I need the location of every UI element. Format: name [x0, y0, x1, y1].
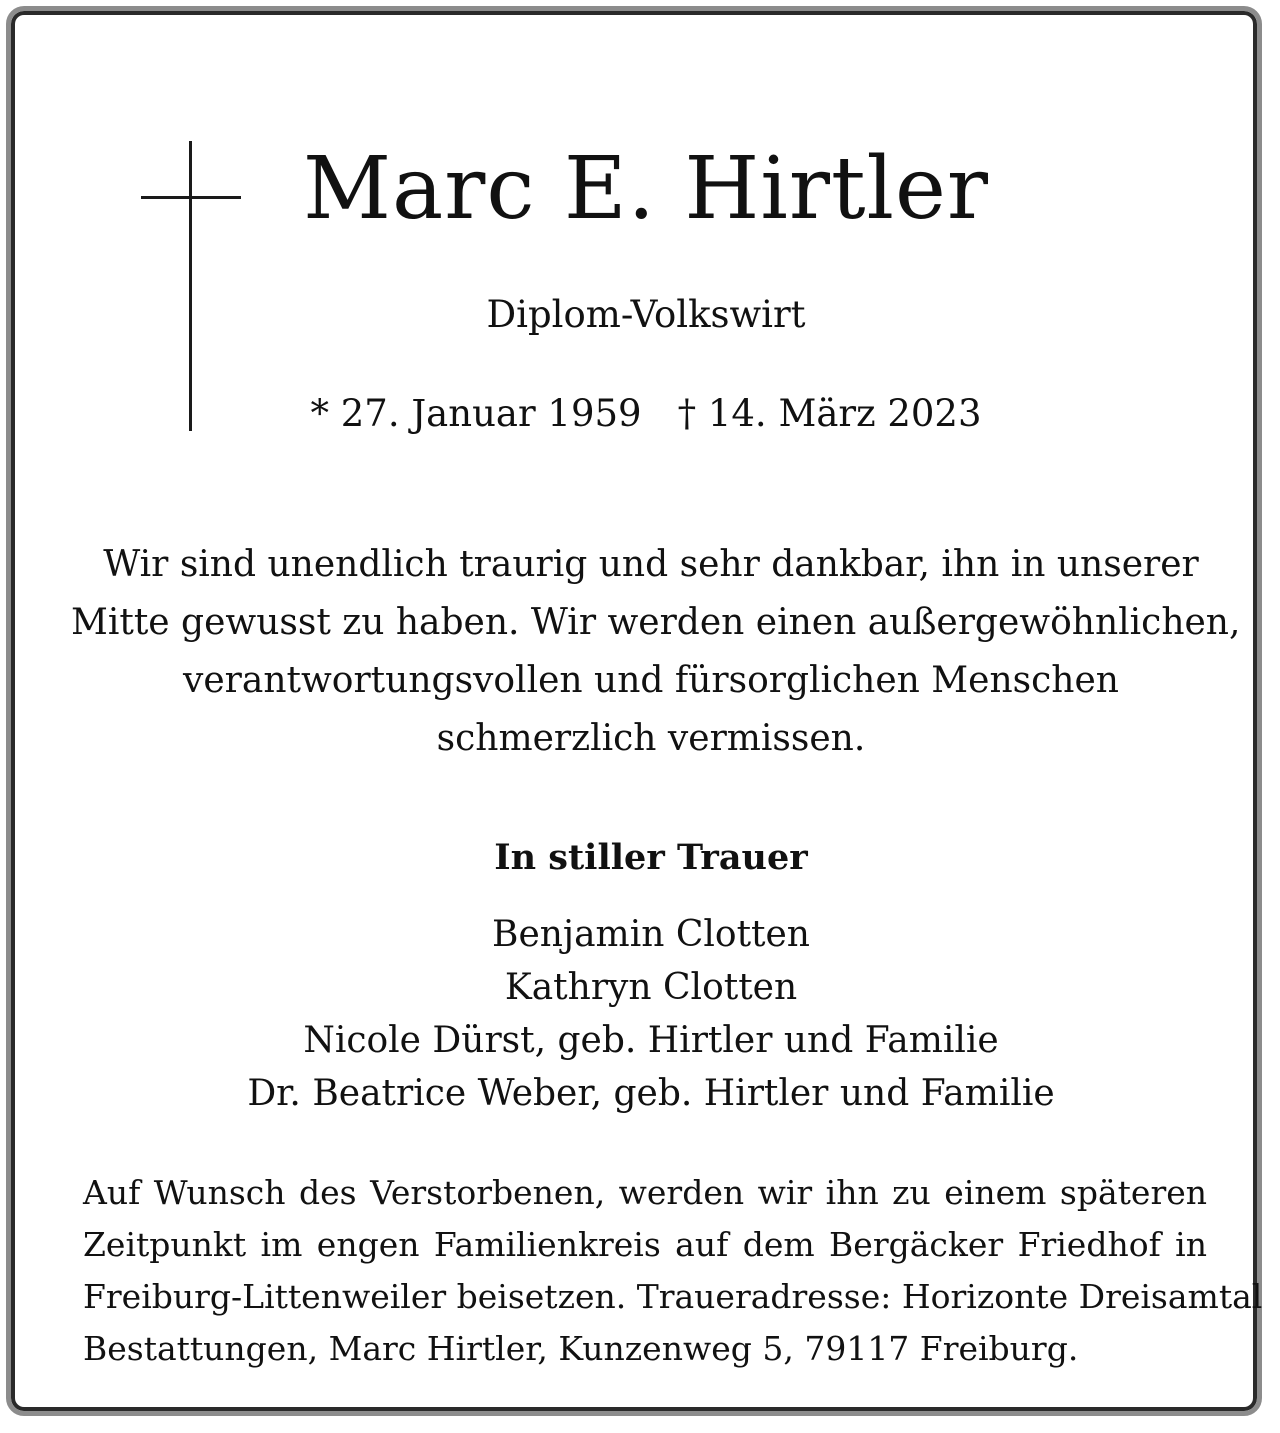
message-line: verantwortungsvollen und fürsorglichen Menschen [183, 660, 1119, 701]
condolence-message [71, 536, 1241, 768]
cross-horizontal-bar [141, 196, 241, 199]
mourner-name: Benjamin Clotten [491, 914, 810, 955]
cross-vertical-bar [189, 141, 192, 431]
burial-line: Auf Wunsch des Verstorbenen, werden wir ihn zu einem späteren [83, 1173, 1207, 1212]
message-line: Wir sind unendlich traurig und sehr dankbar, ihn in unserer [103, 544, 1199, 585]
mourner-name: Nicole Dürst, geb. Hirtler und Familie [303, 1020, 999, 1061]
burial-line: Bestattungen, Marc Hirtler, Kunzenweg 5, 79117 Freiburg. [83, 1329, 1079, 1368]
mourning-heading: In stiller Trauer [494, 837, 808, 878]
message-line: schmerzlich vermissen. [436, 718, 866, 759]
life-dates [261, 389, 1031, 439]
burial-line: Zeitpunkt im engen Familienkreis auf dem Bergäcker Friedhof in [83, 1225, 1207, 1264]
cross-icon [141, 141, 241, 431]
burial-notice [83, 1167, 1263, 1375]
message-line: Mitte gewusst zu haben. Wir werden einen außergewöhnlichen, [71, 602, 1241, 643]
burial-line: Freiburg-Littenweiler beisetzen. Traueradresse: Horizonte Dreisamtal [83, 1277, 1263, 1316]
mourners-list [71, 908, 1231, 1120]
birth-date: * 27. Januar 1959 [310, 392, 642, 435]
deceased-name: Marc E. Hirtler [302, 139, 990, 239]
mourner-name: Dr. Beatrice Weber, geb. Hirtler und Familie [247, 1073, 1055, 1114]
death-date: † 14. März 2023 [677, 392, 982, 435]
obituary-frame [6, 6, 1262, 1416]
mourner-name: Kathryn Clotten [504, 967, 798, 1008]
deceased-profession: Diplom-Volkswirt [486, 293, 806, 336]
